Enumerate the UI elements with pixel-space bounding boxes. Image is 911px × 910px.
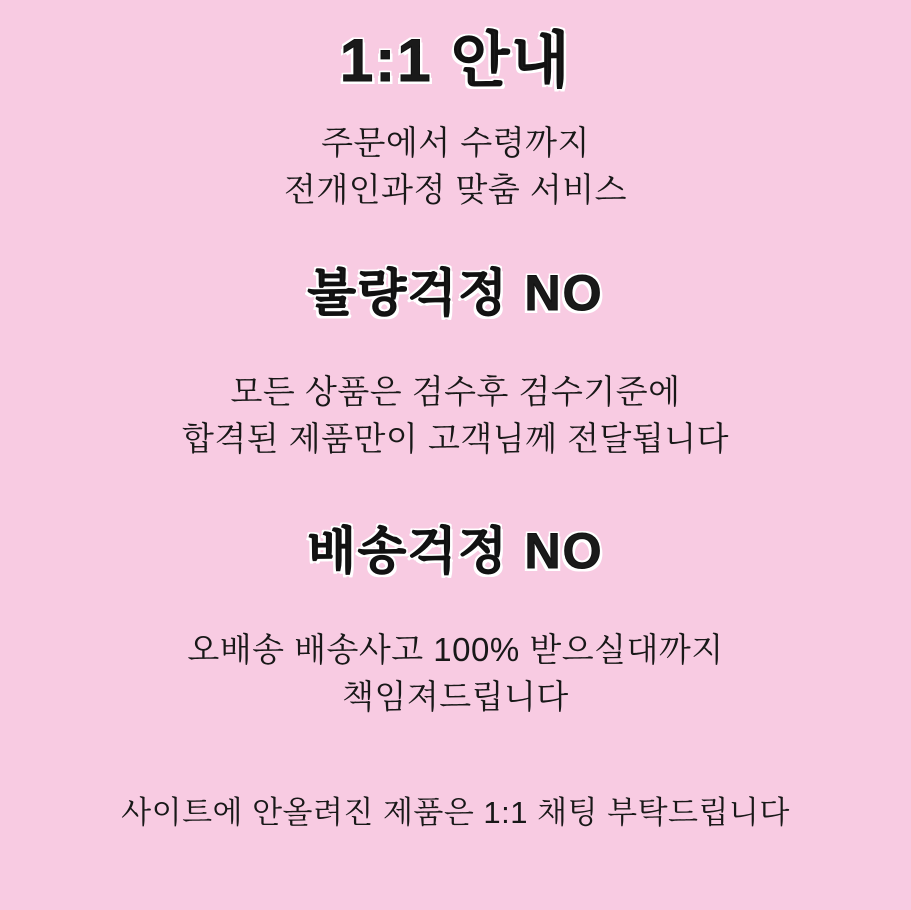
section-body-shipping [187, 627, 723, 721]
section-heading-shipping: 배송걱정 NO [307, 523, 604, 580]
page-title: 1:1 안내 [339, 27, 572, 94]
footer-note: 사이트에 안올려진 제품은 1:1 채팅 부탁드립니다 [121, 795, 790, 831]
intro-line-2: 전개인과정 맞춤 서비스 [283, 170, 628, 208]
intro-line-1: 주문에서 수령까지 [321, 124, 590, 161]
quality-line-1: 모든 상품은 검수후 검수기준에 [230, 372, 681, 410]
shipping-line-1: 오배송 배송사고 100% 받으실대까지 [187, 631, 724, 669]
intro-block [284, 120, 627, 214]
section-heading-quality: 불량걱정 NO [307, 264, 604, 321]
section-body-quality [182, 369, 729, 463]
quality-line-2: 합격된 제품만이 고객님께 전달됩니다 [181, 419, 730, 457]
shipping-line-2: 책임져드립니다 [342, 678, 569, 716]
